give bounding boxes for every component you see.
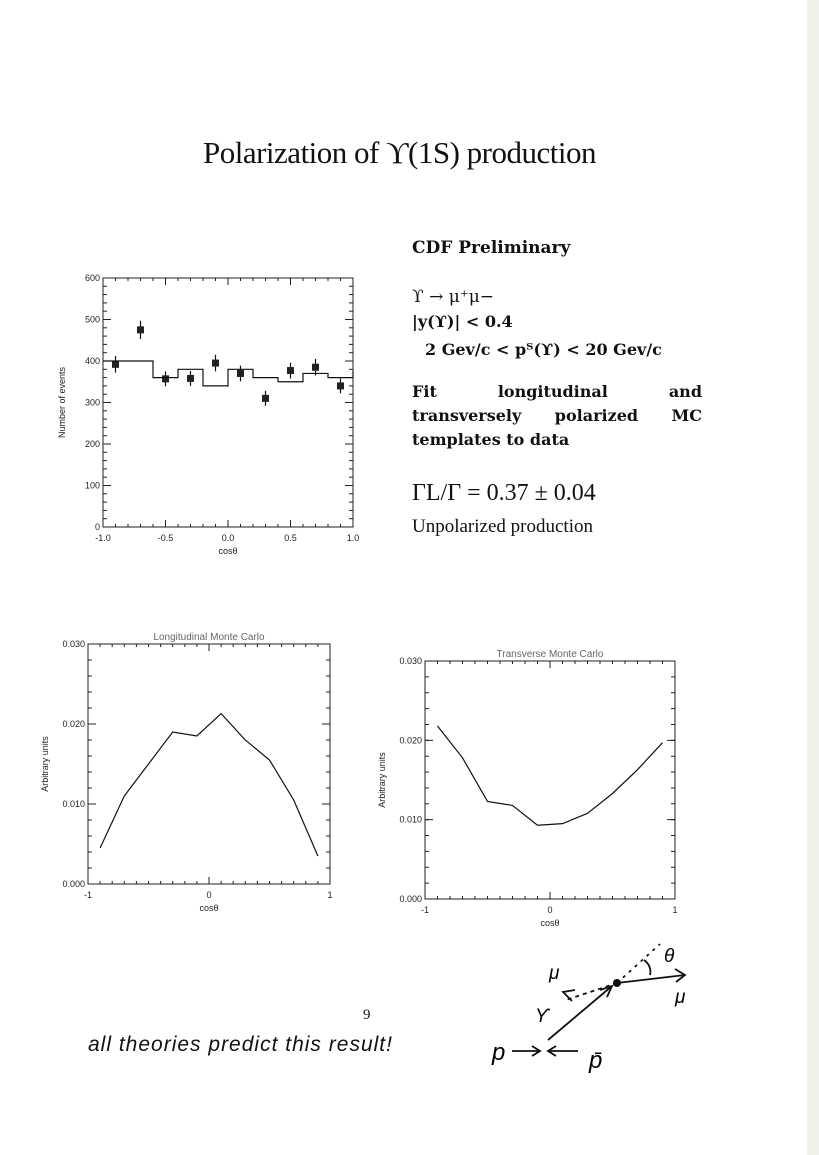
fit-result: ΓL/Γ = 0.37 ± 0.04 bbox=[412, 480, 596, 506]
plot-frame bbox=[425, 661, 675, 899]
chart-title: Transverse Monte Carlo bbox=[496, 649, 604, 660]
data-point bbox=[312, 364, 319, 371]
p-beam-arrowhead bbox=[532, 1046, 540, 1056]
fit-description: Fit longitudinal and transversely polarized MC templates to data bbox=[412, 382, 702, 449]
page-number: 9 bbox=[363, 1007, 371, 1023]
theta-arc bbox=[644, 960, 650, 975]
theta-reference-line bbox=[617, 944, 660, 983]
x-tick-label: 1 bbox=[672, 905, 678, 915]
y-tick-label: 0.010 bbox=[399, 814, 422, 825]
data-point bbox=[112, 361, 119, 368]
y-tick-label: 0.020 bbox=[62, 719, 85, 729]
page-title: Polarization of ϒ(1S) production bbox=[203, 135, 596, 170]
y-tick-label: 300 bbox=[84, 397, 100, 408]
y-tick-label: 0.000 bbox=[62, 879, 85, 889]
y-tick-label: 500 bbox=[84, 314, 100, 325]
y-axis-label: Arbitrary units bbox=[40, 736, 50, 792]
x-tick-label: -1 bbox=[420, 905, 430, 915]
upsilon-arrow-line bbox=[548, 986, 612, 1040]
data-point bbox=[162, 375, 169, 382]
vertex-dot bbox=[613, 979, 621, 987]
plot-frame bbox=[103, 278, 353, 527]
data-point bbox=[337, 382, 344, 389]
x-tick-label: 0.5 bbox=[284, 533, 297, 543]
data-point bbox=[137, 326, 144, 333]
x-axis-label: cosθ bbox=[199, 903, 219, 913]
upsilon-arrowhead bbox=[600, 986, 612, 997]
pbar-label: p̄ bbox=[589, 1047, 603, 1074]
data-point bbox=[287, 367, 294, 374]
pbar-beam-arrowhead bbox=[548, 1046, 556, 1056]
decay-channel: ϒ → μ⁺μ− bbox=[412, 287, 495, 307]
y-tick-label: 100 bbox=[84, 480, 100, 491]
x-tick-label: 1 bbox=[327, 890, 333, 900]
pt-cut: 2 Gev/c < pᵀ(ϒ) < 20 Gev/c bbox=[425, 340, 662, 359]
data-point bbox=[237, 370, 244, 377]
y-tick-label: 0.020 bbox=[399, 735, 422, 746]
x-axis-label: cosθ bbox=[540, 918, 560, 928]
y-tick-label: 600 bbox=[84, 273, 100, 283]
rapidity-cut: |y(ϒ)| < 0.4 bbox=[412, 312, 513, 331]
data-point bbox=[262, 395, 269, 402]
mu-right-line bbox=[617, 975, 685, 983]
fit-step-histogram bbox=[103, 361, 353, 386]
y-tick-label: 0.030 bbox=[62, 639, 85, 649]
page-edge-shadow bbox=[807, 0, 819, 1155]
y-tick-label: 0.030 bbox=[399, 656, 422, 666]
plot-frame bbox=[88, 644, 330, 884]
data-point bbox=[187, 375, 194, 382]
upsilon-label: ϒ bbox=[535, 1006, 549, 1027]
x-tick-label: 0.0 bbox=[221, 533, 235, 543]
x-tick-label: 0 bbox=[206, 890, 212, 900]
mu-left-arrowhead bbox=[563, 990, 575, 1001]
y-axis-label: Arbitrary units bbox=[377, 752, 387, 808]
mu-left-label: μ bbox=[549, 963, 560, 984]
handwritten-note: all theories predict this result! bbox=[88, 1033, 393, 1056]
p-label: p bbox=[492, 1039, 506, 1066]
data-point bbox=[212, 360, 219, 367]
y-tick-label: 0 bbox=[94, 522, 100, 532]
conclusion-text: Unpolarized production bbox=[412, 516, 593, 537]
x-tick-label: -1.0 bbox=[95, 533, 111, 543]
transverse-curve bbox=[438, 726, 663, 825]
chart-title: Longitudinal Monte Carlo bbox=[153, 632, 265, 643]
y-tick-label: 200 bbox=[84, 439, 100, 449]
mu-left-line bbox=[566, 983, 617, 1000]
y-tick-label: 0.010 bbox=[62, 799, 85, 809]
y-axis-label: Number of events bbox=[57, 366, 67, 439]
x-tick-label: -1 bbox=[83, 890, 93, 900]
x-tick-label: 1.0 bbox=[346, 533, 360, 543]
mu-right-arrowhead bbox=[675, 969, 685, 982]
longitudinal-curve bbox=[100, 714, 318, 856]
cdf-preliminary-label: CDF Preliminary bbox=[412, 238, 571, 258]
mu-right-label: μ bbox=[675, 987, 686, 1008]
x-tick-label: -0.5 bbox=[157, 533, 174, 543]
theta-label: θ bbox=[664, 946, 675, 967]
x-axis-label: cosθ bbox=[218, 546, 238, 556]
y-tick-label: 400 bbox=[84, 356, 100, 366]
y-tick-label: 0.000 bbox=[399, 894, 422, 904]
x-tick-label: 0 bbox=[547, 905, 553, 915]
